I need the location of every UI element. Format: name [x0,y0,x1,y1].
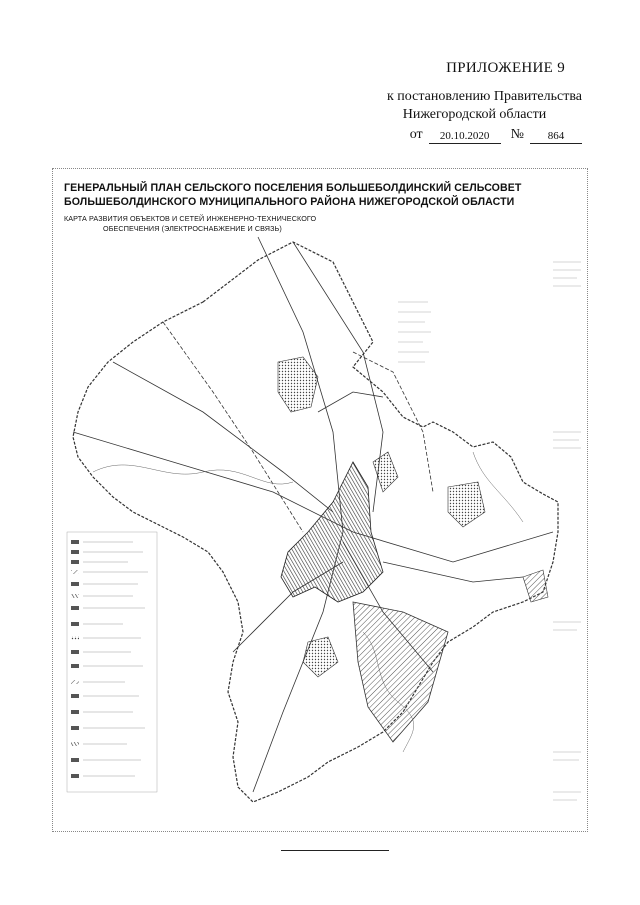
map-subtitle-line-1: КАРТА РАЗВИТИЯ ОБЪЕКТОВ И СЕТЕЙ ИНЖЕНЕРНО-ТЕХНИЧЕСКОГО [64,214,317,223]
decree-date-number [387,126,582,144]
map-subtitle [64,214,364,234]
decree-line-2: Нижегородской области [402,107,547,122]
decree-number: 864 [530,130,582,144]
map-title [64,181,564,209]
legend-left [67,532,157,792]
map-title-line-1: ГЕНЕРАЛЬНЫЙ ПЛАН СЕЛЬСКОГО ПОСЕЛЕНИЯ БОЛЬШЕБОЛДИНСКИЙ СЕЛЬСОВЕТ [64,182,522,194]
decree-date: 20.10.2020 [429,130,501,144]
from-label: от [409,127,423,142]
number-label: № [510,127,524,142]
appendix-label: ПРИЛОЖЕНИЕ 9 [446,60,565,76]
decree-reference [387,88,582,144]
map-subtitle-line-2: ОБЕСПЕЧЕНИЯ (ЭЛЕКТРОСНАБЖЕНИЕ И СВЯЗЬ) [103,224,282,233]
decree-line-1: к постановлению Правительства [386,89,582,104]
settlement-boundary [73,242,558,802]
settlement-map [53,232,587,830]
bottom-rule [281,850,389,851]
map-title-line-2: БОЛЬШЕБОЛДИНСКОГО МУНИЦИПАЛЬНОГО РАЙОНА НИЖЕГОРОДСКОЙ ОБЛАСТИ [64,196,515,208]
